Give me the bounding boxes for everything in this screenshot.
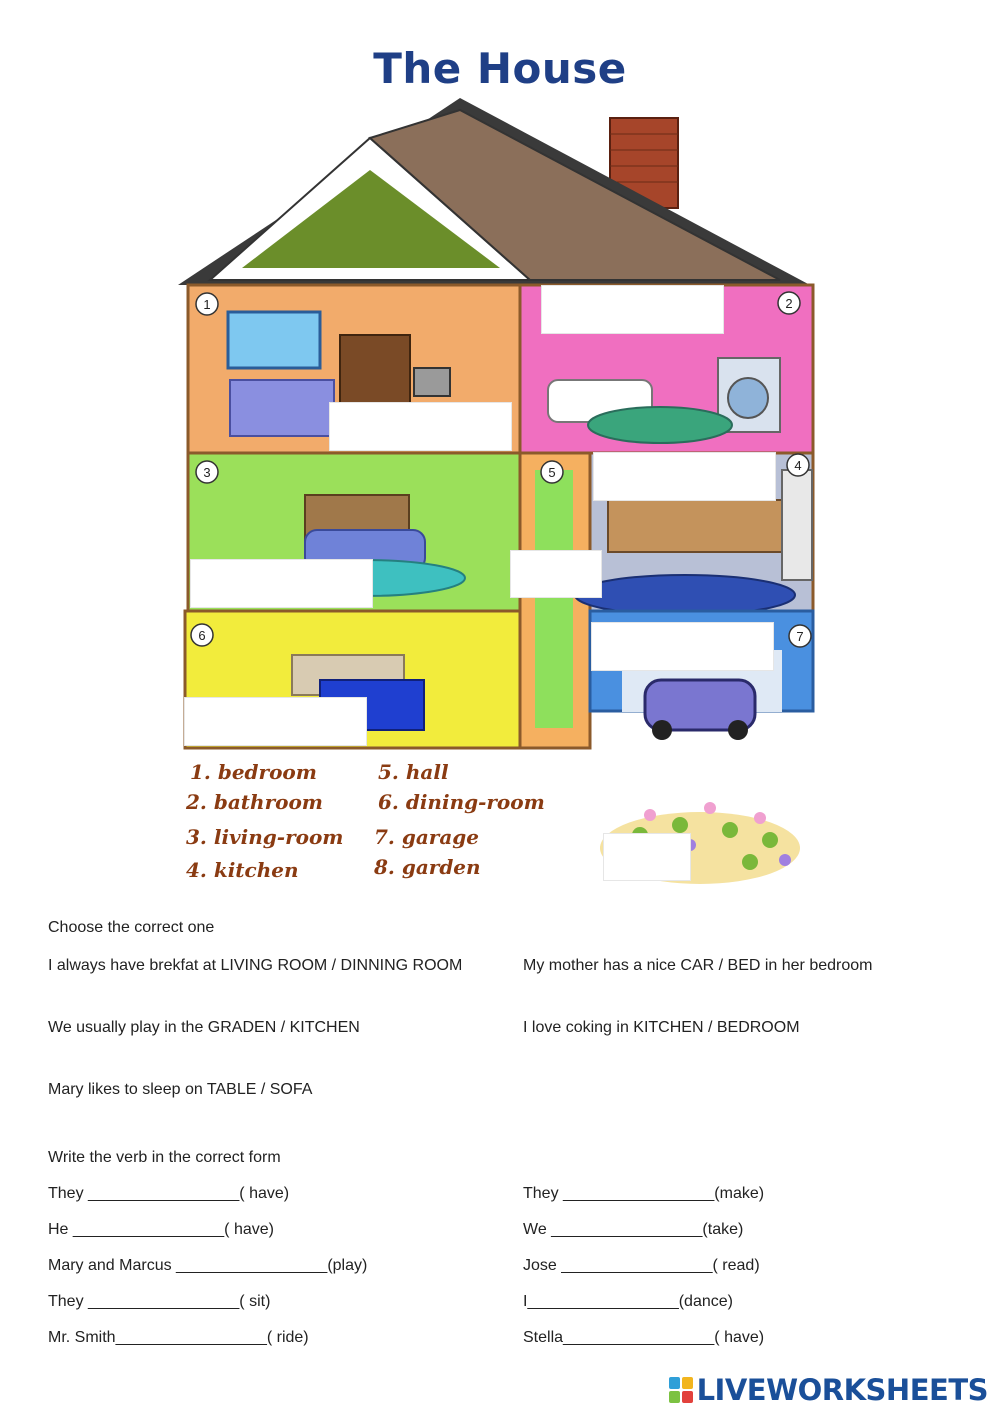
legend-item: 1. bedroom [190, 760, 317, 784]
legend-item: 8. garden [374, 855, 481, 879]
question-text: Mary likes to sleep on TABLE / SOFA [48, 1081, 313, 1098]
liveworksheets-logo-icon [669, 1377, 693, 1403]
room-number-5: 5 [548, 465, 556, 480]
answer-box-living-room[interactable] [190, 559, 373, 608]
verb-exercise: They _________________( have) [48, 1185, 290, 1202]
answer-box-hall[interactable] [510, 550, 602, 598]
legend-item: 6. dining-room [378, 790, 545, 814]
question-text: We usually play in the GRADEN / KITCHEN [48, 1019, 360, 1036]
worksheet-title: The House [373, 44, 627, 93]
room-number-1: 1 [203, 297, 211, 312]
room-number-6: 6 [198, 628, 206, 643]
section-heading: Write the verb in the correct form [48, 1149, 281, 1166]
question-text: My mother has a nice CAR / BED in her bedroom [523, 957, 873, 974]
verb-exercise: They _________________(make) [523, 1185, 765, 1202]
verb-exercise: Mary and Marcus _________________(play) [48, 1257, 368, 1274]
question-text: I always have brekfat at LIVING ROOM / DINNING ROOM [48, 957, 463, 974]
brand-name: LIVEWORKSHEETS [696, 1373, 988, 1407]
verb-exercise: I_________________(dance) [523, 1293, 733, 1310]
answer-box-dining-room[interactable] [184, 697, 367, 746]
answer-box-garage[interactable] [591, 622, 774, 671]
verb-exercise: Jose _________________( read) [523, 1257, 760, 1274]
room-number-3: 3 [203, 465, 211, 480]
answer-box-kitchen[interactable] [593, 452, 776, 501]
legend-item: 2. bathroom [186, 790, 323, 814]
verb-exercise: He _________________( have) [48, 1221, 274, 1238]
room-number-2: 2 [785, 296, 793, 311]
answer-box-bedroom[interactable] [329, 402, 512, 451]
legend-item: 7. garage [374, 825, 479, 849]
verb-exercise: Mr. Smith_________________( ride) [48, 1329, 309, 1346]
verb-exercise: Stella_________________( have) [523, 1329, 765, 1346]
verb-exercise: They _________________( sit) [48, 1293, 271, 1310]
liveworksheets-logo [669, 1374, 988, 1406]
room-number-4: 4 [794, 458, 802, 473]
answer-box-garden[interactable] [603, 833, 691, 881]
legend-item: 3. living-room [186, 825, 344, 849]
answer-box-bathroom[interactable] [541, 285, 724, 334]
room-number-7: 7 [796, 629, 804, 644]
legend-item: 5. hall [378, 760, 449, 784]
section-heading: Choose the correct one [48, 919, 215, 936]
verb-exercise: We _________________(take) [523, 1221, 744, 1238]
legend-item: 4. kitchen [186, 858, 299, 882]
question-text: I love coking in KITCHEN / BEDROOM [523, 1019, 800, 1036]
